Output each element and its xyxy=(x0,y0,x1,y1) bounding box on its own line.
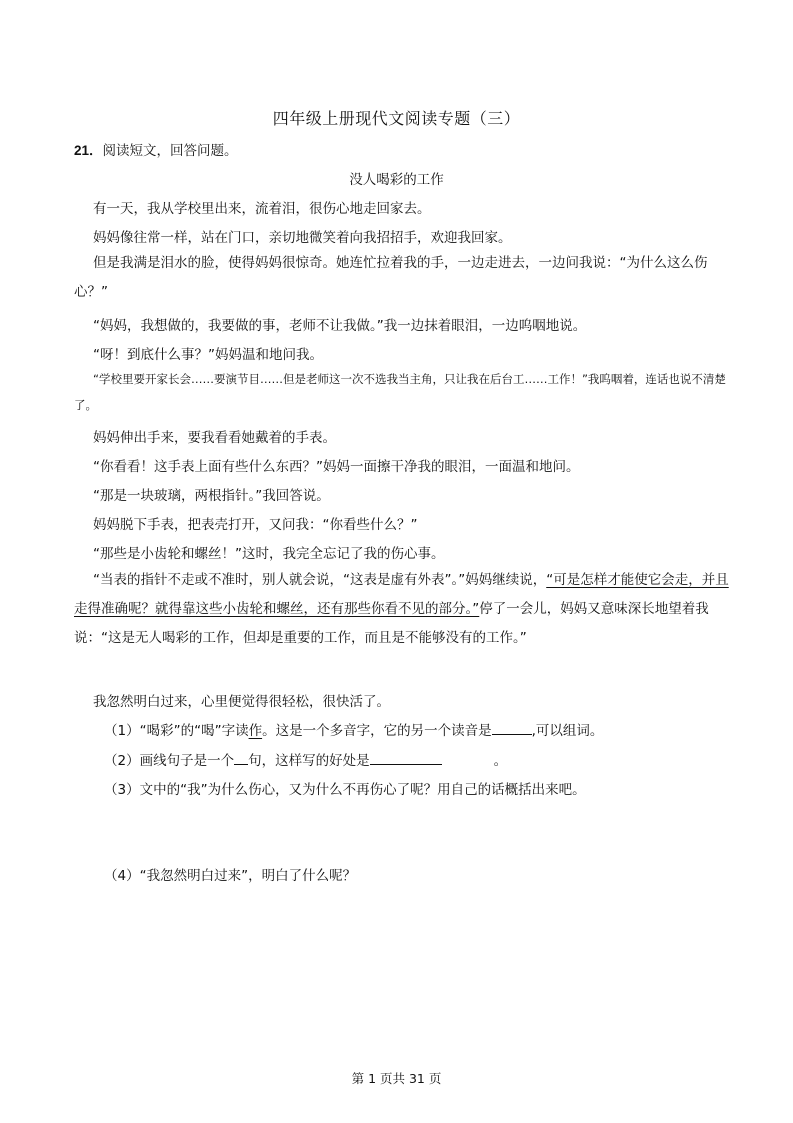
paragraph: 我忽然明白过来，心里便觉得很轻松，很快活了。 xyxy=(93,694,390,710)
page-footer: 第 1 页共 31 页 xyxy=(351,1071,442,1086)
question-number: 21． xyxy=(74,143,103,158)
paragraph: “呀！到底什么事？”妈妈温和地问我。 xyxy=(93,347,323,363)
paragraph: 但是我满是泪水的脸，使得妈妈很惊奇。她连忙拉着我的手，一边走进去，一边问我说：“为什么这么伤心？” xyxy=(74,255,708,300)
question-instruction: 阅读短文，回答问题。 xyxy=(102,143,238,159)
document-title: 四年级上册现代文阅读专题（三） xyxy=(272,109,521,128)
paragraph-text: 停了一会儿，妈妈又意味深长地望着我说：“这是无人喝彩的工作，但却是重要的工作，而且是不能够没有的工作。” xyxy=(74,601,709,646)
answer-blank[interactable] xyxy=(370,752,442,765)
question-1 xyxy=(104,719,603,739)
paragraph: 妈妈脱下手表，把表壳打开，又问我：“你看些什么？” xyxy=(93,517,418,533)
question-text: （2）画线句子是一个 xyxy=(104,753,235,769)
underlined-char: 作 xyxy=(248,723,263,739)
underlined-sentence: “可是怎样才能使它会走，并且走得准确呢？就得靠这些小齿轮和螺丝，还有那些你看不见的部分。” xyxy=(74,572,729,617)
question-3: （3）文中的“我”为什么伤心，又为什么不再伤心了呢？用自己的话概括出来吧。 xyxy=(104,782,586,798)
question-text: 句，这样写的好处是 xyxy=(248,753,370,769)
question-4: （4）“我忽然明白过来”，明白了什么呢？ xyxy=(104,868,357,884)
question-text: 。 xyxy=(493,753,508,769)
question-header xyxy=(74,139,238,159)
question-text: （1）“喝彩”的“喝”字读 xyxy=(104,723,249,739)
paragraph-underlined-sentence xyxy=(74,566,729,653)
question-text: 。这是一个多音字，它的另一个读音是 xyxy=(262,723,492,739)
paragraph: “学校里要开家长会……要演节目……但是老师这一次不选我当主角，只让我在后台工……工作！”我呜咽着，连话也说不清楚了。 xyxy=(74,372,726,412)
paragraph: “你看看！这手表上面有些什么东西？”妈妈一面擦干净我的眼泪，一面温和地问。 xyxy=(93,459,580,475)
answer-blank[interactable] xyxy=(234,752,248,765)
question-2 xyxy=(104,749,507,769)
question-text: ,可以组词。 xyxy=(531,723,604,739)
paragraph-text: “当表的指针不走或不准时，别人就会说，“这表是虚有外表”。”妈妈继续说， xyxy=(93,572,547,588)
story-title: 没人喝彩的工作 xyxy=(349,172,444,188)
paragraph: 妈妈像往常一样，站在门口，亲切地微笑着向我招招手，欢迎我回家。 xyxy=(93,230,512,246)
paragraph: “那是一块玻璃，两根指针。”我回答说。 xyxy=(93,488,330,504)
paragraph: “妈妈，我想做的，我要做的事，老师不让我做。”我一边抹着眼泪，一边呜咽地说。 xyxy=(93,318,587,334)
answer-blank[interactable] xyxy=(492,722,532,735)
paragraph: “那些是小齿轮和螺丝！”这时，我完全忘记了我的伤心事。 xyxy=(93,546,445,562)
paragraph: 有一天，我从学校里出来，流着泪，很伤心地走回家去。 xyxy=(93,201,431,217)
paragraph: 妈妈伸出手来，要我看看她戴着的手表。 xyxy=(93,430,336,446)
